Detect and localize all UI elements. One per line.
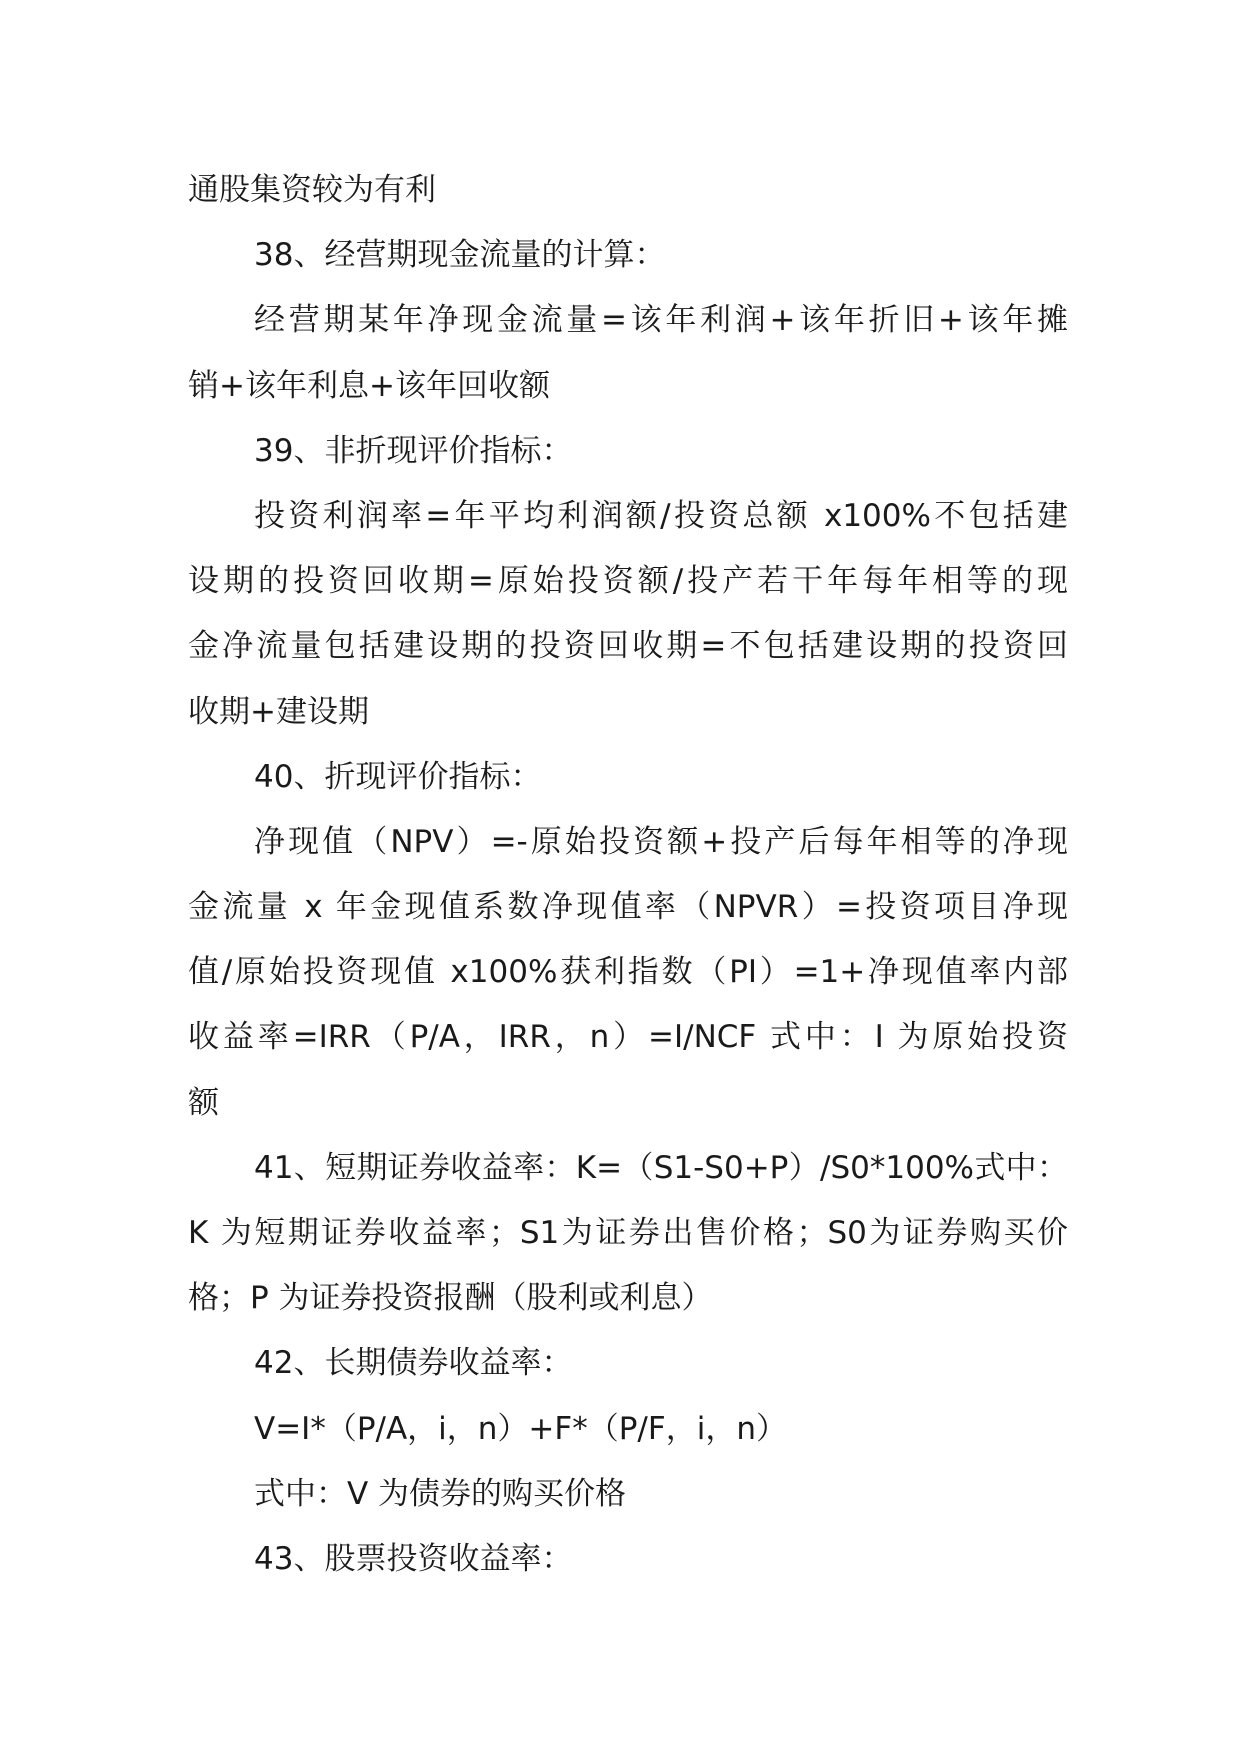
text-line: 收益率=IRR（P/A，IRR，n）=I/NCF 式中：I 为原始投资 — [188, 1019, 1068, 1056]
document-body — [188, 158, 1068, 1592]
text-line: 金净流量包括建设期的投资回收期=不包括建设期的投资回 — [188, 628, 1068, 665]
text-line: 额 — [188, 1084, 219, 1121]
section-heading-43: 43、股票投资收益率： — [254, 1540, 573, 1577]
text-line: 值/原始投资现值 x100%获利指数（PI）=1+净现值率内部 — [188, 954, 1068, 991]
text-line: 通股集资较为有利 — [188, 172, 436, 208]
text-line: 格；P 为证券投资报酬（股利或利息） — [188, 1280, 713, 1317]
text-line: K 为短期证券收益率；S1为证券出售价格；S0为证券购买价 — [188, 1215, 1068, 1251]
text-line: 式中：V 为债券的购买价格 — [254, 1475, 627, 1512]
text-line: 金流量 x 年金现值系数净现值率（NPVR）=投资项目净现 — [188, 889, 1068, 926]
section-heading-42: 42、长期债券收益率： — [254, 1345, 573, 1382]
section-heading-41: 41、短期证券收益率：K=（S1-S0+P）/S0*100%式中： — [254, 1149, 1068, 1186]
text-line: 净现值（NPV）=-原始投资额+投产后每年相等的净现 — [254, 823, 1068, 860]
text-line: 投资利润率=年平均利润额/投资总额 x100%不包括建 — [254, 497, 1068, 534]
text-line: 设期的投资回收期=原始投资额/投产若干年每年相等的现 — [188, 563, 1068, 600]
text-line: 收期+建设期 — [188, 693, 369, 730]
text-line: 销+该年利息+该年回收额 — [188, 367, 550, 404]
section-heading-40: 40、折现评价指标： — [254, 758, 542, 795]
section-heading-39: 39、非折现评价指标： — [254, 432, 573, 469]
section-heading-38: 38、经营期现金流量的计算： — [254, 237, 666, 274]
text-line: 经营期某年净现金流量=该年利润+该年折旧+该年摊 — [254, 302, 1068, 339]
formula-line: V=I*（P/A，i，n）+F*（P/F，i，n） — [254, 1410, 787, 1447]
